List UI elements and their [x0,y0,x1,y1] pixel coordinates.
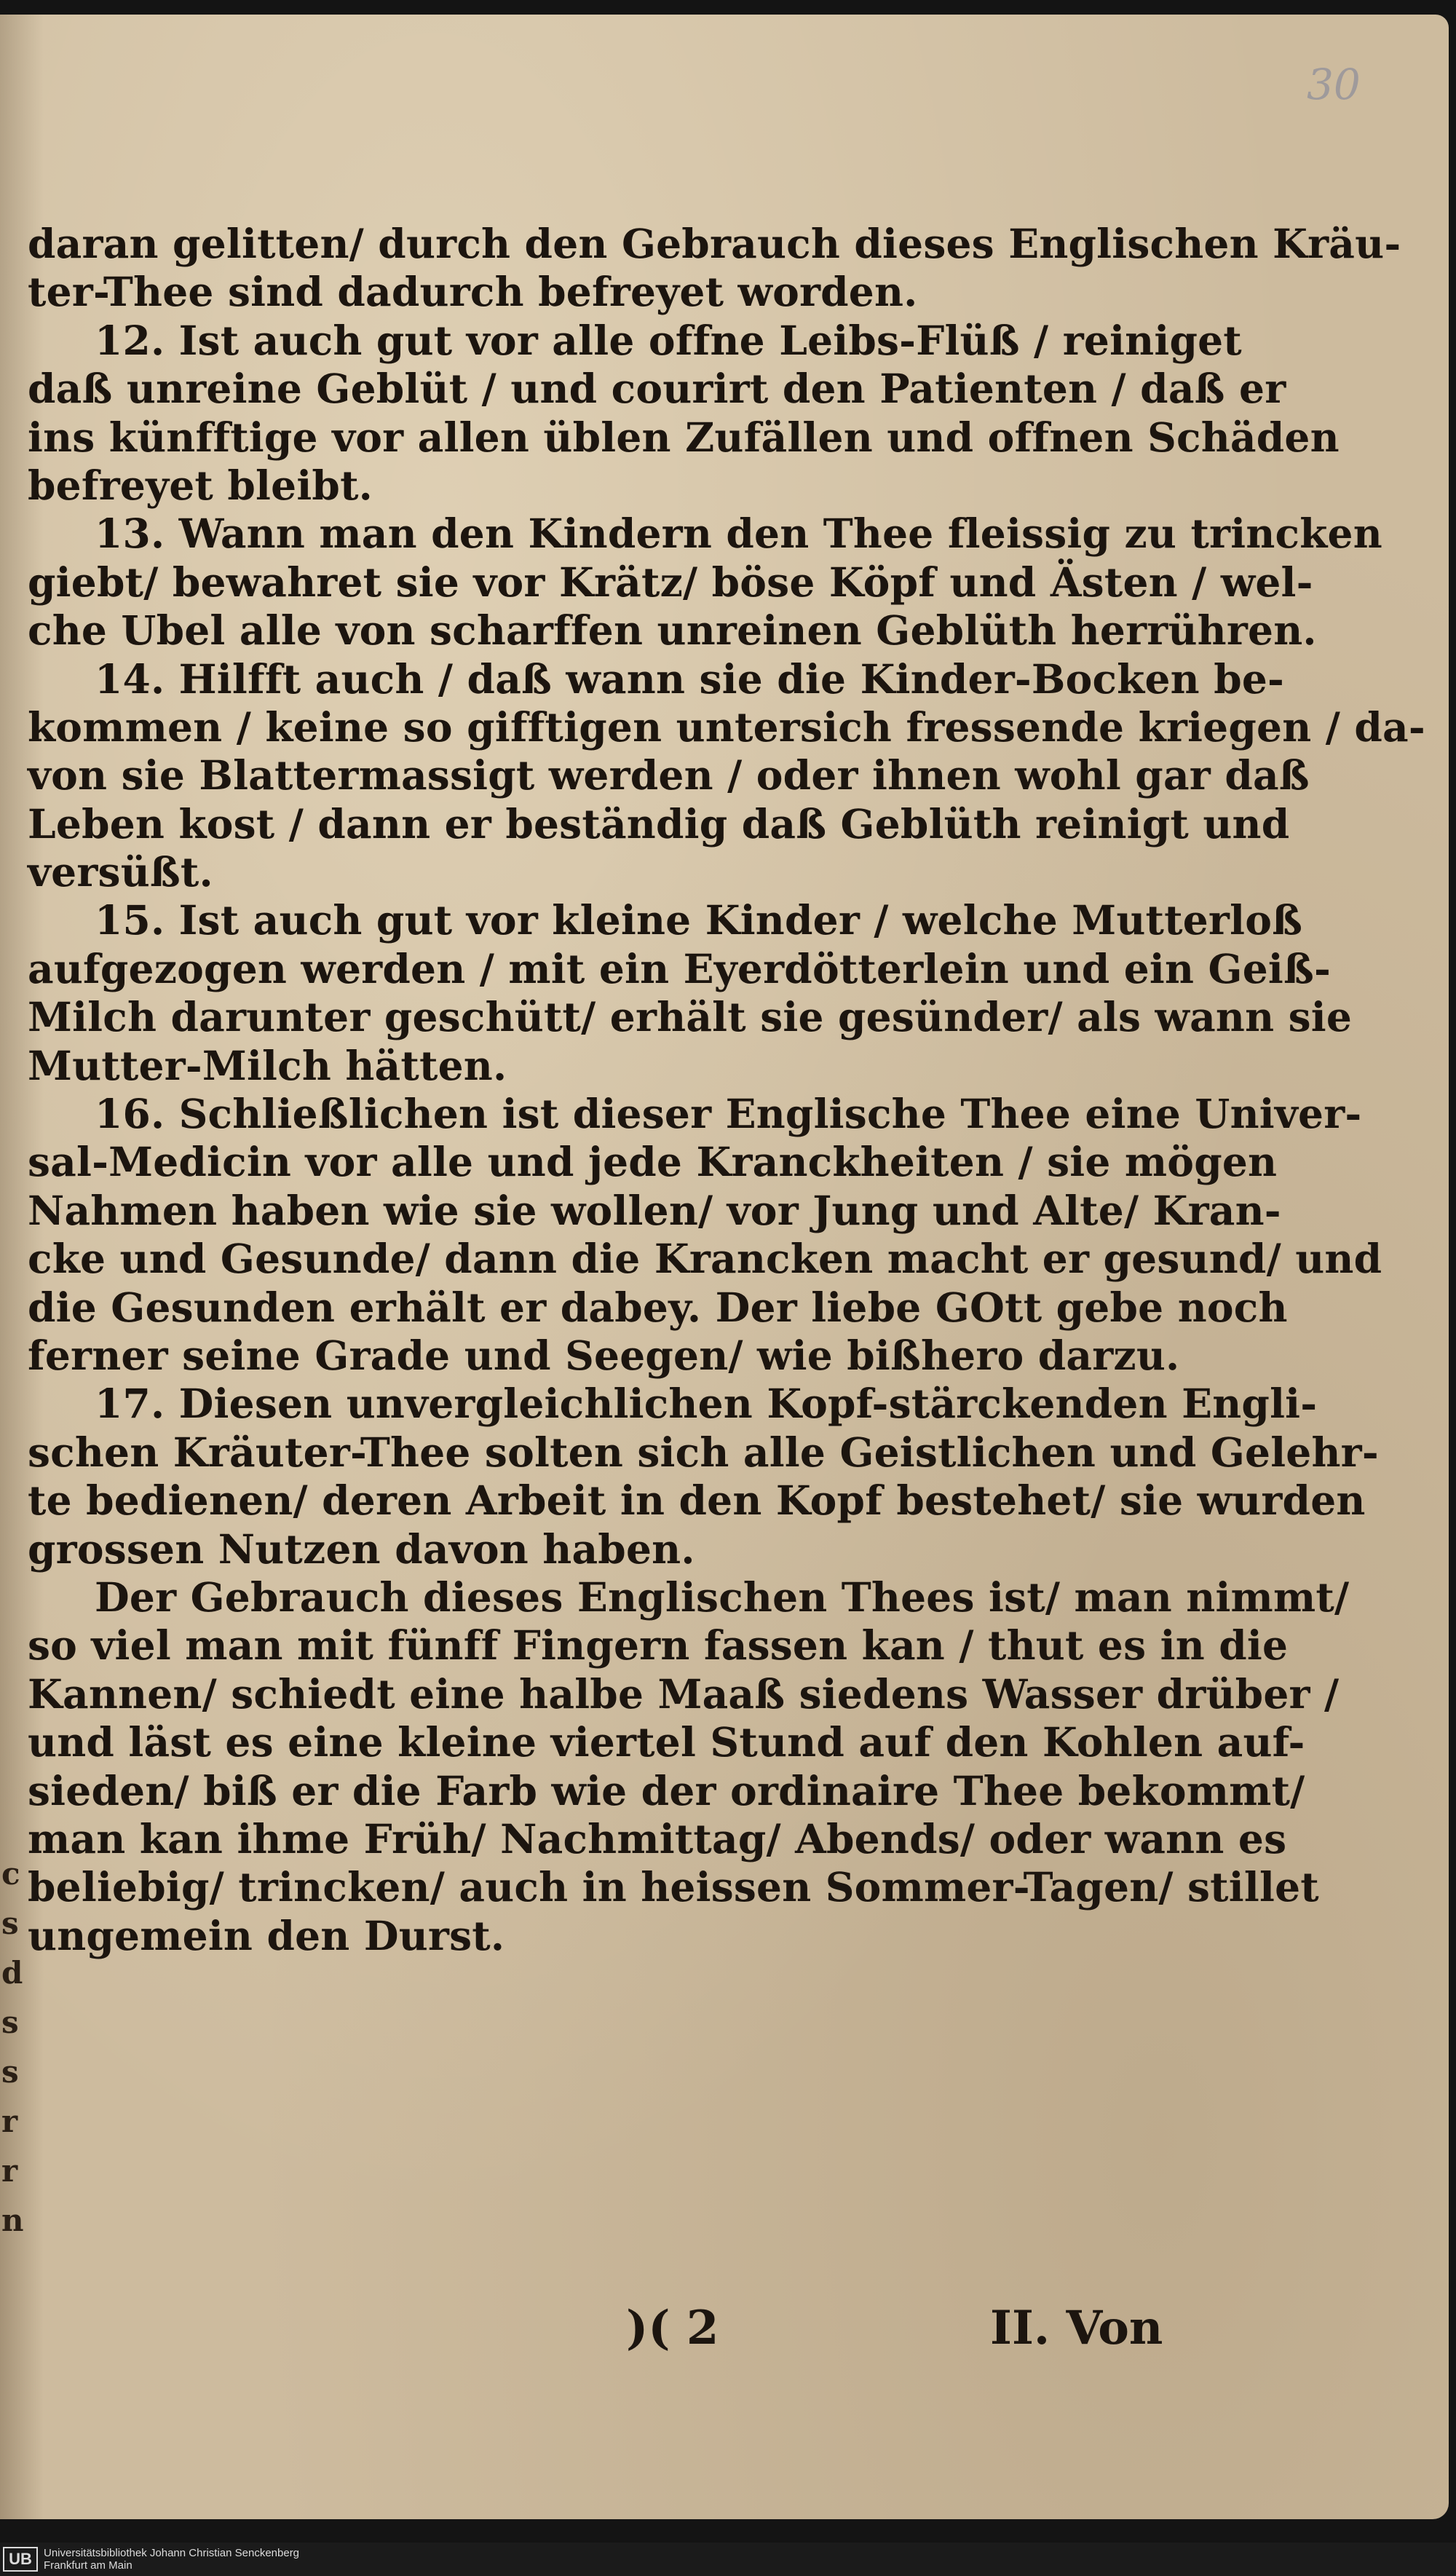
text-line: und läst es eine kleine viertel Stund auf den Kohlen auf- [28,1718,1305,1766]
edge-mark: s [1,2054,19,2090]
edge-mark: d [1,1955,23,1991]
text-line: ungemein den Durst. [28,1911,505,1959]
page-number: 30 [1307,60,1361,109]
text-line: daran gelitten/ durch den Gebrauch dieses Englischen Kräu- [28,220,1401,267]
text-line: Mutter-Milch hätten. [28,1041,507,1089]
library-footer [0,2543,1456,2576]
bleed-through-marks [1,1849,24,2245]
edge-mark: s [1,1905,19,1941]
text-line: 15. Ist auch gut vor kleine Kinder / welche Mutterloß [95,896,1303,944]
edge-mark: r [1,2153,18,2189]
text-line: versüßt. [28,848,213,896]
text-line: beliebig/ trincken/ auch in heissen Sommer-Tagen/ stillet [28,1863,1319,1911]
text-line: aufgezogen werden / mit ein Eyerdötterlein und ein Geiß- [28,944,1331,992]
text-line: Milch darunter geschütt/ erhält sie gesünder/ als wann sie [28,993,1353,1041]
signature-mark: )( 2 [626,2301,719,2355]
text-line: 16. Schließlichen ist dieser Englische Thee eine Univer- [95,1090,1362,1138]
text-line: sal-Medicin vor alle und jede Kranckheiten / sie mögen [28,1138,1278,1186]
library-name: Universitätsbibliothek Johann Christian Senckenberg [44,2547,300,2559]
edge-mark: c [1,1856,20,1892]
library-logo-icon: UB [3,2547,38,2572]
text-line: grossen Nutzen davon haben. [28,1525,695,1573]
text-line: so viel man mit fünff Fingern fassen kan / thut es in die [28,1621,1289,1670]
text-line: cke und Gesunde/ dann die Krancken macht er gesund/ und [28,1235,1382,1283]
text-line: che Ubel alle von scharffen unreinen Geblüth herrühren. [28,607,1317,655]
text-line: man kan ihme Früh/ Nachmittag/ Abends/ oder wann es [28,1814,1287,1862]
document-page [0,15,1449,2519]
text-line: Kannen/ schiedt eine halbe Maaß siedens Wasser drüber / [28,1670,1340,1718]
library-credit [44,2547,299,2572]
edge-mark: n [1,2202,24,2238]
text-line: sieden/ biß er die Farb wie der ordinaire Thee bekommt/ [28,1766,1305,1814]
text-line: giebt/ bewahret sie vor Krätz/ böse Köpf und Ästen / wel- [28,558,1313,606]
text-line: 12. Ist auch gut vor alle offne Leibs-Flüß / reiniget [95,316,1242,364]
text-line: ins künfftige vor allen üblen Zufällen und offnen Schäden [28,413,1340,461]
text-line: Der Gebrauch dieses Englischen Thees ist/ man nimmt/ [95,1573,1350,1621]
edge-mark: r [1,2103,18,2139]
text-line: Leben kost / dann er beständig daß Geblüth reinigt und [28,799,1290,848]
text-line: 14. Hilfft auch / daß wann sie die Kinder-Bocken be- [95,655,1285,703]
text-line: ferner seine Grade und Seegen/ wie bißhero darzu. [28,1331,1180,1379]
text-line: daß unreine Geblüt / und courirt den Patienten / daß er [28,365,1286,413]
body-text [28,220,1425,1960]
text-line: ter-Thee sind dadurch befreyet worden. [28,268,918,316]
text-line: te bedienen/ deren Arbeit in den Kopf bestehet/ sie wurden [28,1477,1366,1525]
text-line: kommen / keine so gifftigen untersich fressende kriegen / da- [28,703,1425,751]
library-city: Frankfurt am Main [44,2559,132,2572]
text-line: von sie Blattermassigt werden / oder ihnen wohl gar daß [28,751,1310,799]
text-line: befreyet bleibt. [28,461,373,509]
text-line: Nahmen haben wie sie wollen/ vor Jung und Alte/ Kran- [28,1186,1281,1234]
text-line: 13. Wann man den Kindern den Thee fleissig zu trincken [95,510,1382,558]
text-line: schen Kräuter-Thee solten sich alle Geistlichen und Gelehr- [28,1428,1379,1476]
edge-mark: s [1,2004,19,2040]
text-line: die Gesunden erhält er dabey. Der liebe GOtt gebe noch [28,1283,1288,1331]
text-line: 17. Diesen unvergleichlichen Kopf-stärckenden Engli- [95,1380,1318,1428]
catchword: II. Von [990,2301,1163,2355]
